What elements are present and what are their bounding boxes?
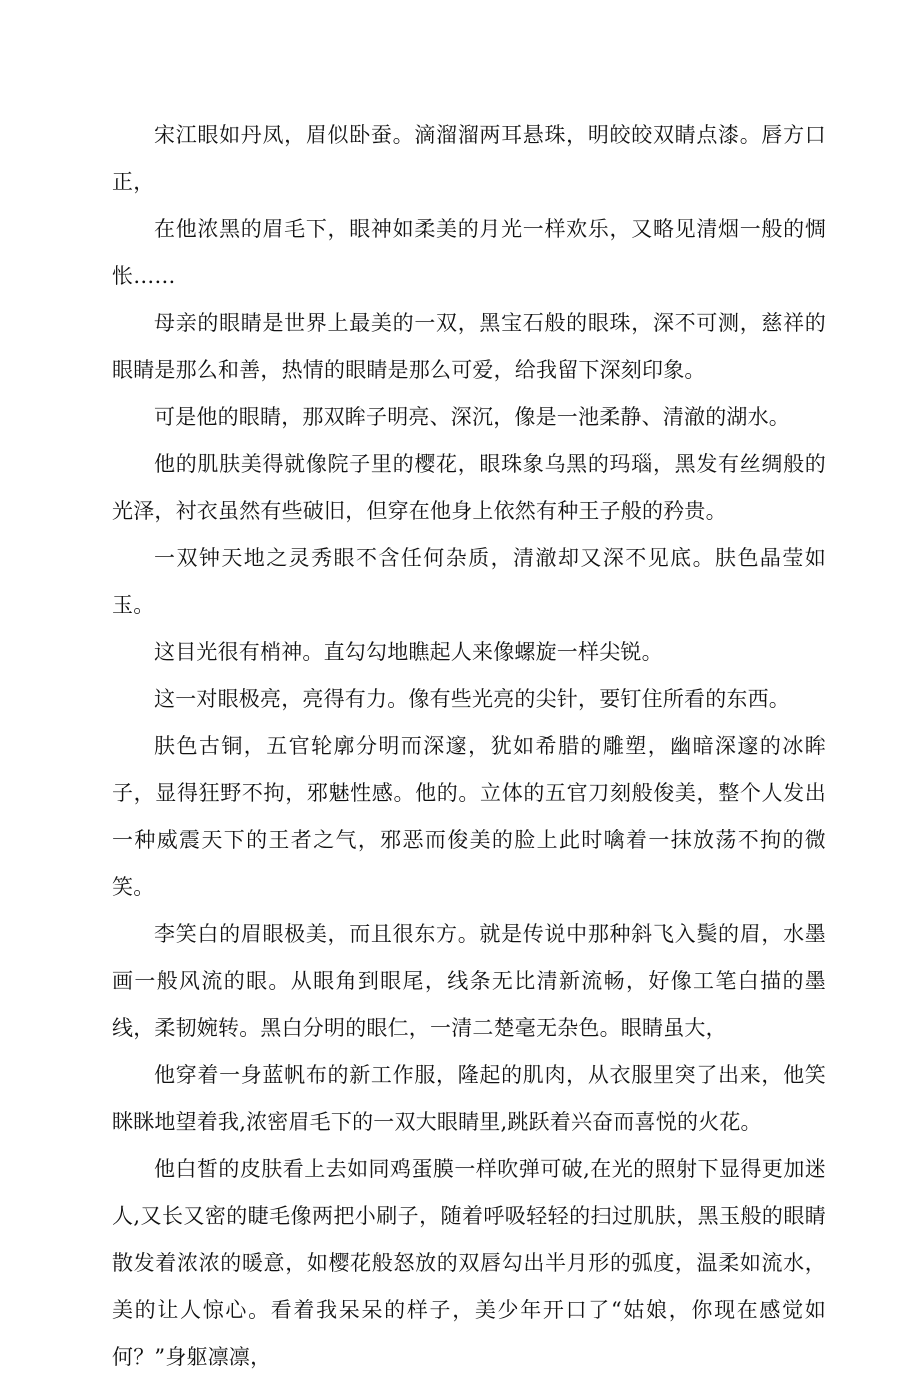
paragraph-2: 在他浓黑的眉毛下，眼神如柔美的月光一样欢乐，又略见清烟一般的惆怅…… — [112, 217, 826, 288]
paragraph-7: 这目光很有梢神。直勾勾地瞧起人来像螺旋一样尖锐。 — [154, 640, 663, 664]
paragraph-6: 一双钟天地之灵秀眼不含任何杂质，清澈却又深不见底。肤色晶莹如玉。 — [112, 546, 826, 617]
paragraph-9: 肤色古铜，五官轮廓分明而深邃，犹如希腊的雕塑，幽暗深邃的冰眸子，显得狂野不拘，邪魅性感。他的。立体的五官刀刻般俊美，整个人发出一种威震天下的王者之气，邪恶而俊美的脸上此时噙着一抹放荡不拘的微笑。 — [112, 734, 826, 899]
document-body — [112, 112, 826, 1381]
paragraph-3: 母亲的眼睛是世界上最美的一双，黑宝石般的眼珠，深不可测，慈祥的眼睛是那么和善，热情的眼睛是那么可爱，给我留下深刻印象。 — [112, 311, 826, 382]
paragraph-1: 宋江眼如丹凤，眉似卧蚕。滴溜溜两耳悬珠，明皎皎双睛点漆。唇方口正， — [112, 123, 826, 194]
paragraph-5: 他的肌肤美得就像院子里的樱花，眼珠象乌黑的玛瑙，黑发有丝绸般的光泽，衬衣虽然有些破旧，但穿在他身上依然有种王子般的矜贵。 — [112, 452, 826, 523]
paragraph-8: 这一对眼极亮，亮得有力。像有些光亮的尖针，要钉住所看的东西。 — [154, 687, 790, 711]
paragraph-4: 可是他的眼睛，那双眸子明亮、深沉，像是一池柔静、清澈的湖水。 — [154, 405, 790, 429]
paragraph-10: 李笑白的眉眼极美，而且很东方。就是传说中那种斜飞入鬓的眉，水墨画一般风流的眼。从眼角到眼尾，线条无比清新流畅，好像工笔白描的墨线，柔韧婉转。黑白分明的眼仁，一清二楚毫无杂色。眼睛虽大， — [112, 922, 826, 1040]
paragraph-12: 他白皙的皮肤看上去如同鸡蛋膜一样吹弹可破,在光的照射下显得更加迷人,又长又密的睫毛像两把小刷子，随着呼吸轻轻的扫过肌肤，黑玉般的眼睛散发着浓浓的暖意，如樱花般怒放的双唇勾出半月形的弧度，温柔如流水，美的让人惊心。看着我呆呆的样子，美少年开口了“姑娘，你现在感觉如何？”身躯凛凛， — [112, 1157, 826, 1369]
paragraph-11: 他穿着一身蓝帆布的新工作服，隆起的肌肉，从衣服里突了出来，他笑眯眯地望着我,浓密眉毛下的一双大眼睛里,跳跃着兴奋而喜悦的火花。 — [112, 1063, 826, 1134]
